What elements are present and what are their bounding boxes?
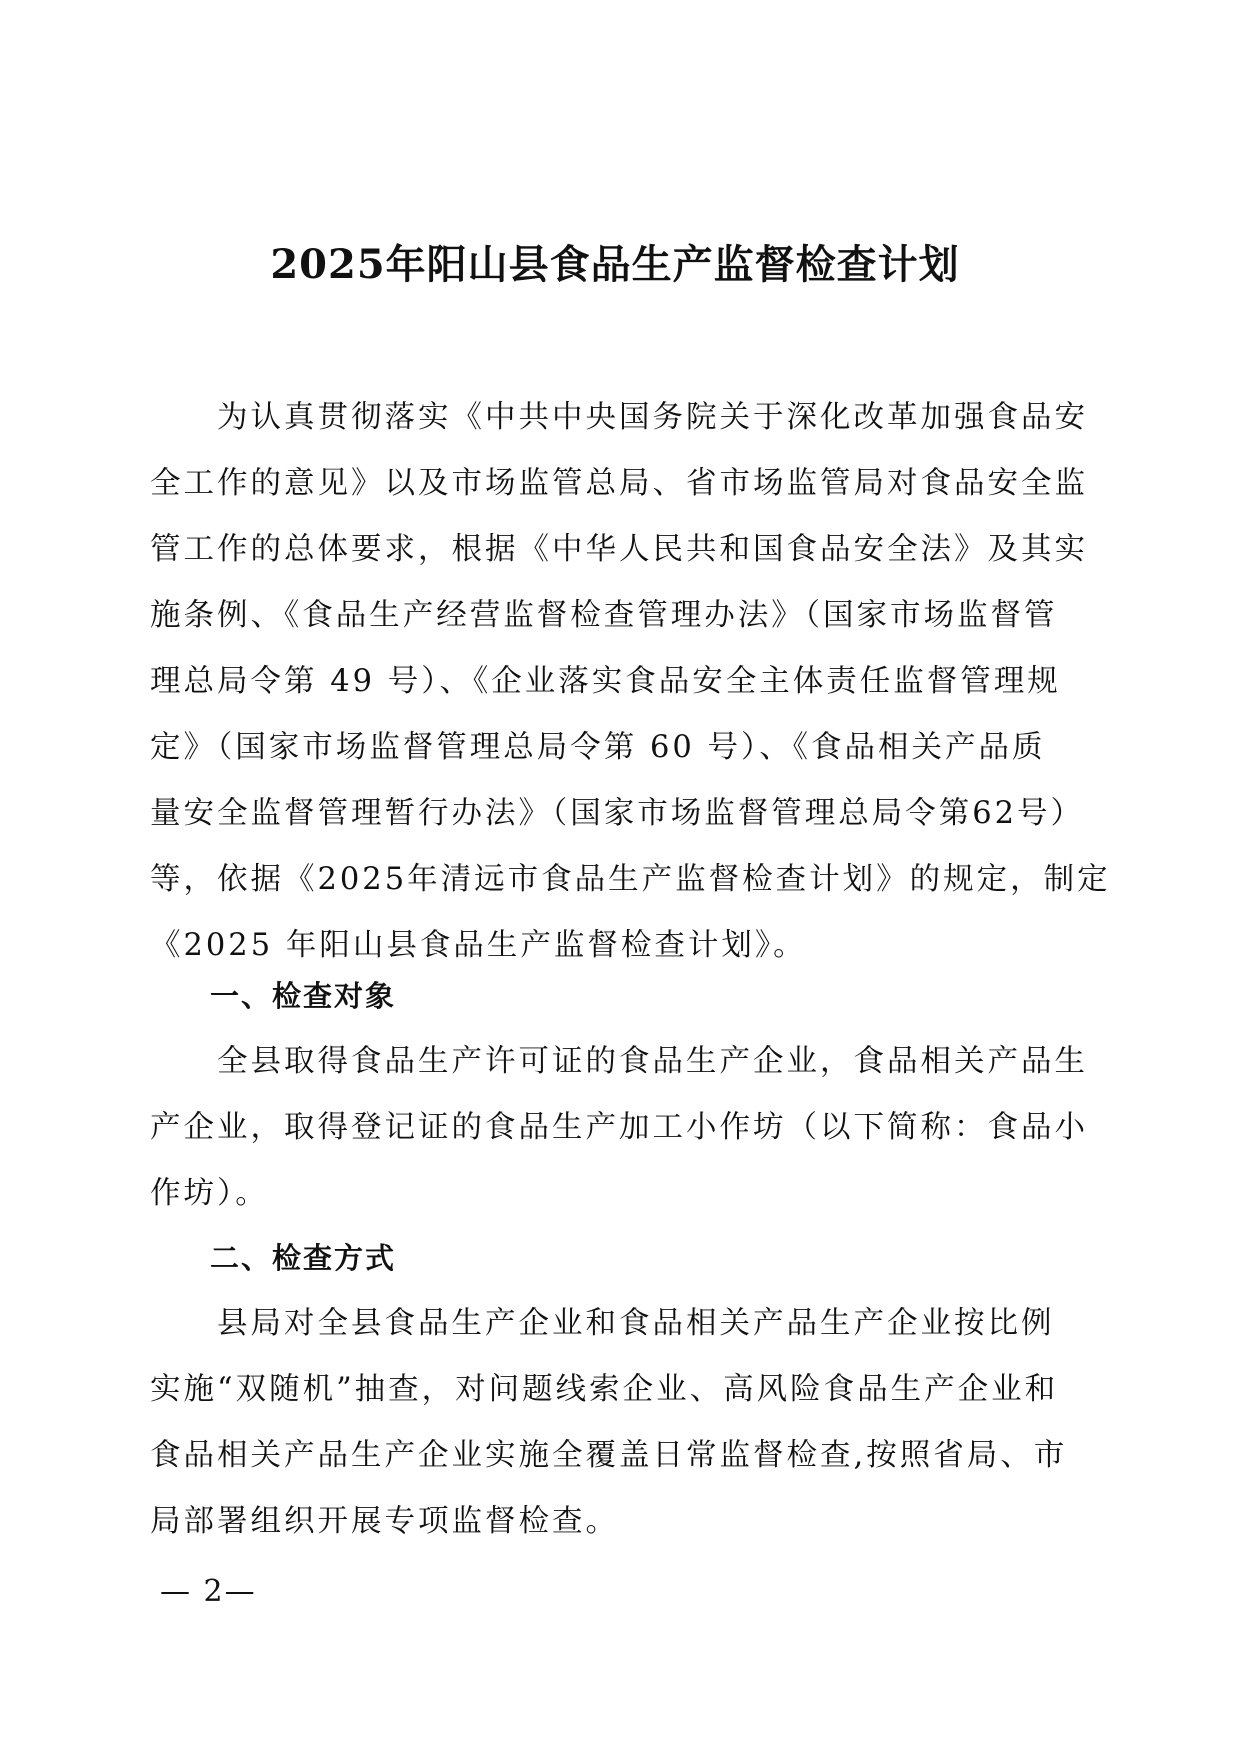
page-number: — 2—: [160, 1574, 257, 1609]
paragraph-line: 县局对全县食品生产企业和食品相关产品生产企业按比例: [150, 1306, 1055, 1341]
section-heading-inspection-methods: 二、检查方式: [210, 1241, 397, 1275]
paragraph-line: 理总局令第 49 号）、《企业落实食品安全主体责任监督管理规: [150, 664, 1061, 699]
paragraph-line: 局部署组织开展专项监督检查。: [150, 1504, 619, 1539]
paragraph-line: 全县取得食品生产许可证的食品生产企业，食品相关产品生: [150, 1044, 1088, 1079]
paragraph-line: 实施“双随机”抽查，对问题线索企业、高风险食品生产企业和: [150, 1372, 1059, 1407]
document-title: 2025年阳山县食品生产监督检查计划: [270, 241, 960, 288]
paragraph-line: 定》（国家市场监督管理总局令第 60 号）、《食品相关产品质: [150, 730, 1046, 765]
paragraph-line: 《2025 年阳山县食品生产监督检查计划》。: [150, 928, 807, 963]
paragraph-line: 为认真贯彻落实《中共中央国务院关于深化改革加强食品安: [150, 400, 1088, 435]
intro-paragraph: [150, 385, 1111, 979]
paragraph-line: 食品相关产品生产企业实施全覆盖日常监督检查,按照省局、市: [150, 1438, 1068, 1473]
section-heading-inspection-targets: 一、检查对象: [210, 979, 397, 1013]
paragraph-line: 作坊）。: [150, 1176, 269, 1211]
paragraph-line: 等，依据《2025年清远市食品生产监督检查计划》的规定，制定: [150, 862, 1111, 897]
paragraph-line: 全工作的意见》以及市场监管总局、省市场监管局对食品安全监: [150, 466, 1088, 501]
paragraph-line: 管工作的总体要求，根据《中华人民共和国食品安全法》及其实: [150, 532, 1088, 567]
inspection-methods-paragraph: [150, 1291, 1070, 1555]
inspection-targets-paragraph: [150, 1029, 1088, 1227]
paragraph-line: 施条例、《食品生产经营监督检查管理办法》（国家市场监督管: [150, 598, 1058, 633]
paragraph-line: 产企业，取得登记证的食品生产加工小作坊（以下简称：食品小: [150, 1110, 1088, 1145]
paragraph-line: 量安全监督管理暂行办法》（国家市场监督管理总局令第62号）: [150, 796, 1085, 831]
